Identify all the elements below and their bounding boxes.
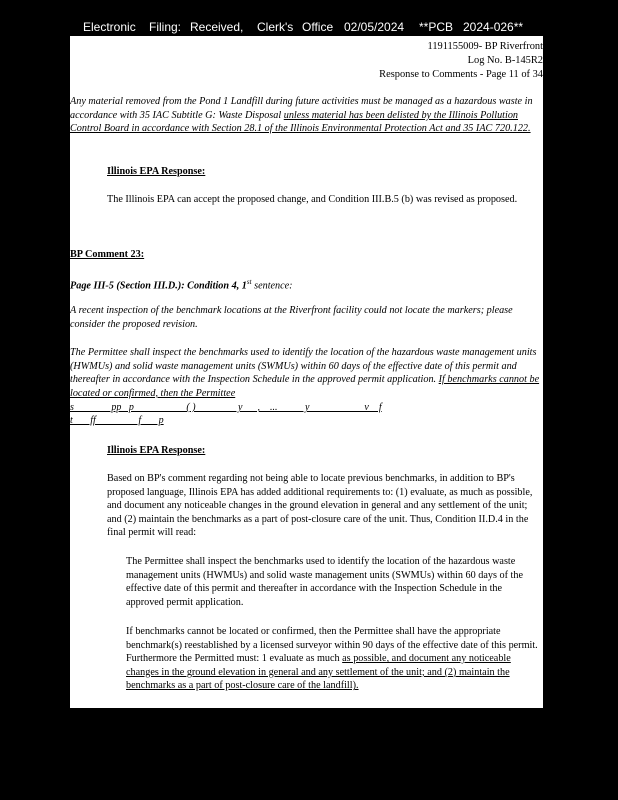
stamp-word: **PCB	[419, 20, 454, 34]
header-page-label: Response to Comments - Page 11 of 34	[379, 69, 543, 80]
response-heading: Illinois EPA Response:	[107, 445, 206, 456]
proposed-text-underlined: unless material has been delisted by the Illinois Pollution Control Board in accordance with Section 28.1 of the Illinois Environmental Protection Act and 35 IAC 720.122.	[70, 109, 531, 135]
comment-ref-text: Page III-5 (Section III.D.): Condition 4, 1	[70, 280, 247, 292]
document-page	[70, 36, 543, 708]
stamp-word: 02/05/2024	[344, 20, 405, 34]
comment-paragraph: A recent inspection of the benchmark locations at the Riverfront facility could not locate the markers; please consider the proposed revision.	[70, 305, 513, 330]
stamp-word: Received,	[190, 20, 244, 34]
clipped-text-line: s pp p ( ) y , ... y v f	[70, 402, 382, 413]
stamp-word: Filing:	[149, 20, 182, 34]
header-permit-number: 1191155009- BP Riverfront	[427, 41, 543, 52]
proposed-revision-paragraph	[70, 346, 544, 400]
header-log-number: Log No. B-145R2	[467, 55, 543, 66]
clipped-text-line: t ff f p	[70, 415, 164, 426]
response-text: The Illinois EPA can accept the proposed change, and Condition III.B.5 (b) was revised as proposed.	[107, 194, 518, 205]
response-heading: Illinois EPA Response:	[107, 166, 206, 177]
comment-ref-superscript: st	[246, 278, 252, 286]
response-text: Based on BP's comment regarding not being able to locate previous benchmarks, in addition to BP's proposed language, Illinois EPA has added additional requirements to: (1) evaluate, as much as possible, and document any noticeable changes in the ground elevation in general and any settlement of the unit; and (2) maintain the benchmarks as a part of post-closure care of the unit. Thus, Condition II.D.4 in the final permit will read:	[107, 473, 533, 539]
comment-heading: BP Comment 23:	[70, 249, 145, 260]
stamp-word: Office	[302, 20, 334, 34]
quoted-condition: The Permittee shall inspect the benchmarks used to identify the location of the hazardous waste management units (HWMUs) and solid waste management units (SWMUs) within 60 days of the effective date of this permit and thereafter in accordance with the Inspection Schedule in the approved permit application.	[126, 556, 523, 608]
proposed-revision-underlined: If benchmarks cannot be located or confirmed, then the Permittee	[70, 374, 540, 399]
comment-reference	[70, 276, 544, 293]
stamp-word: 2024-026**	[463, 20, 524, 34]
quoted-condition-continued	[126, 625, 539, 693]
quoted-text: If benchmarks cannot be located or confirmed, then the Permittee shall have the appropriate benchmark(s) reestablished by a licensed surveyor within 90 days of the effective date of this permit. Furthermore the Permitted must: 1 evaluate as much	[126, 626, 538, 665]
comment-ref-end: sentence:	[251, 280, 293, 292]
stamp-word: Clerk's	[257, 20, 294, 34]
proposed-text: Any material removed from the Pond 1 Landfill during future activities must be managed as a hazardous waste in accordance with 35 IAC Subtitle G: Waste Disposal	[70, 96, 533, 121]
stamp-word: Electronic	[83, 20, 136, 34]
proposed-revision-text: The Permittee shall inspect the benchmarks used to identify the location of the hazardous waste management units (HWMUs) and solid waste management units (SWMUs) within 60 days of the effective date of this permit and thereafter in accordance with the Inspection Schedule in the approved permit application.	[70, 347, 537, 386]
proposed-language-paragraph	[70, 95, 544, 136]
quoted-text-underlined: as possible, and document any noticeable changes in the ground elevation in general and any settlement of the unit; and (2) maintain the benchmarks as a part of post-closure care of the landfill).	[126, 653, 511, 692]
